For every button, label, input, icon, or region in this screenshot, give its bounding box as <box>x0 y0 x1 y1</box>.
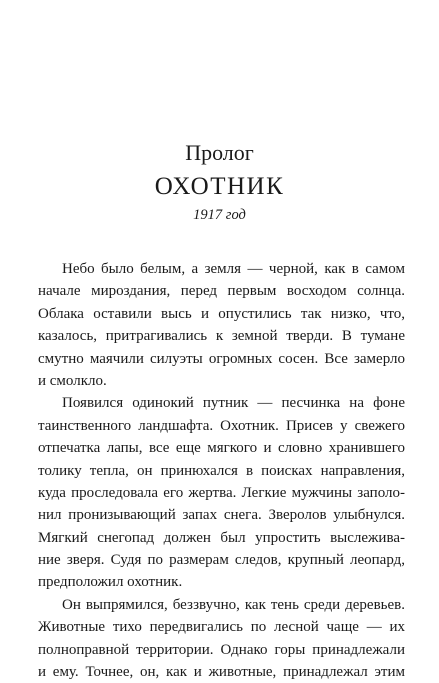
chapter-title: ОХОТНИК <box>154 173 285 200</box>
text-line: ние зверя. Судя по размерам следов, крупный леопард, <box>38 552 405 569</box>
text-line: Мягкий снегопад должен был упростить выслежива- <box>38 529 405 546</box>
text-line: полноправной территории. Однако горы принадлежали <box>38 641 405 658</box>
text-line: начале мироздания, перед первым восходом солнца. <box>38 283 405 300</box>
text-line: Облака оставили высь и опустились так низко, что, <box>38 305 405 322</box>
chapter-year: 1917 год <box>193 207 246 223</box>
text-line: Появился одинокий путник — песчинка на фоне <box>62 395 405 412</box>
text-line: таинственного ландшафта. Охотник. Присев у свежего <box>38 417 405 434</box>
text-line: смутно маячили силуэты огромных сосен. Все замерло <box>38 350 405 367</box>
chapter-label: Пролог <box>185 140 254 165</box>
text-line: предположил охотник. <box>38 574 183 591</box>
text-line: и ему. Точнее, он, как и животные, принадлежал этим <box>38 664 405 681</box>
text-line: Небо было белым, а земля — черной, как в самом <box>62 261 405 277</box>
text-line: куда проследовала его жертва. Легкие мужчины заполо- <box>38 484 405 501</box>
text-line: и смолкло. <box>38 372 107 389</box>
text-line: Животные тихо передвигались по лесной чаще — их <box>38 619 405 636</box>
text-line: казалось, притрагивались к земной тверди. В тумане <box>38 328 405 345</box>
body-text <box>38 258 405 683</box>
text-line: Он выпрямился, беззвучно, как тень среди деревьев. <box>62 596 405 613</box>
text-line: толику тепла, он принюхался в поисках направления, <box>38 462 405 479</box>
text-line: нил пронизывающий запах снега. Зверолов улыбнулся. <box>38 507 405 524</box>
text-line: отпечатка лапы, все еще мягкого и словно хранившего <box>38 440 405 457</box>
